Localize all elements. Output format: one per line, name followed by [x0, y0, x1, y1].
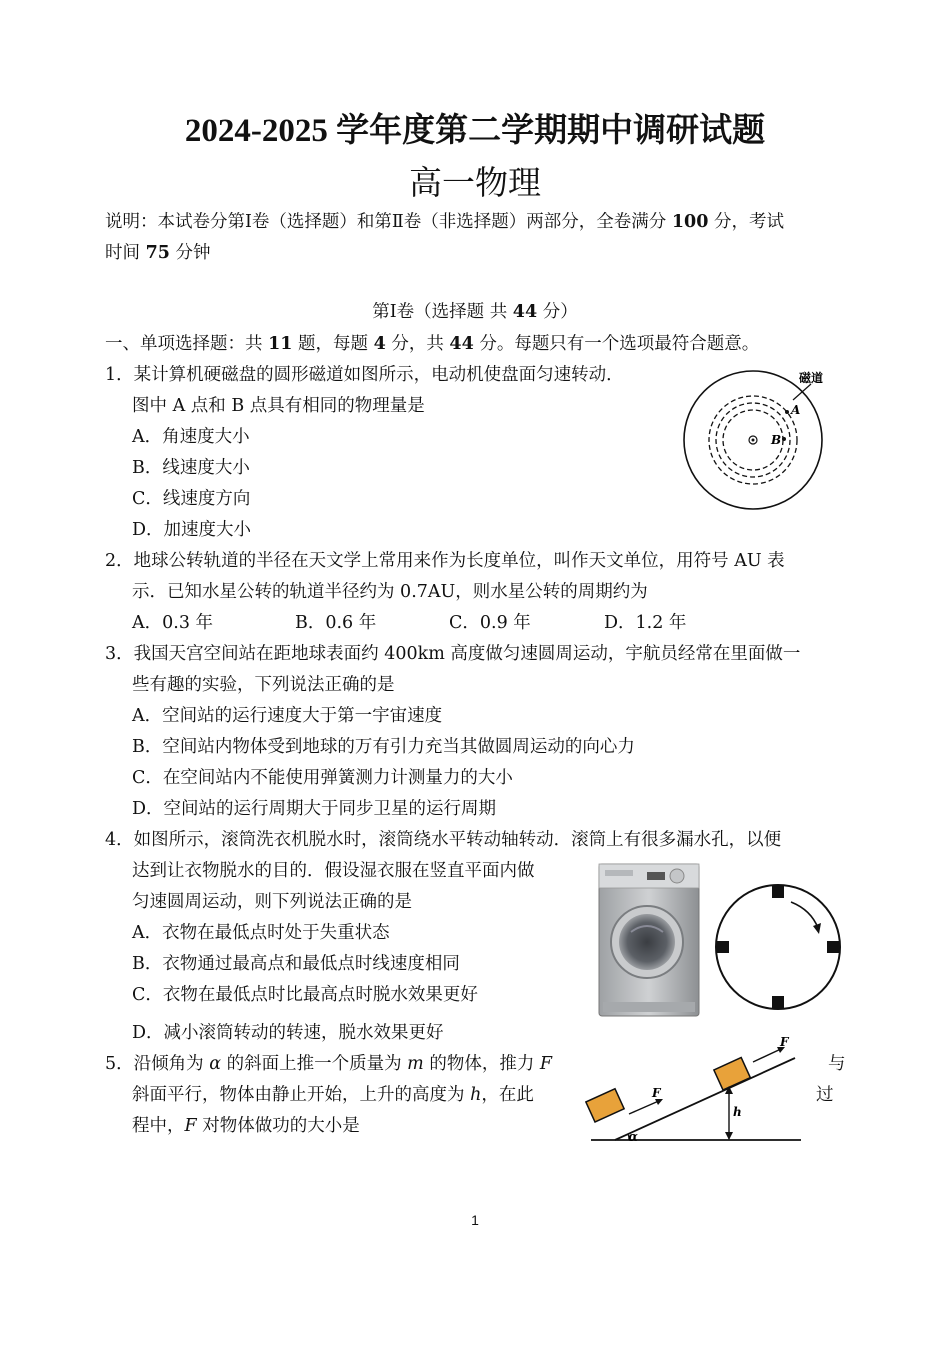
force-label-lower: F [652, 1086, 661, 1100]
drum-paddle-left [717, 941, 729, 953]
point-b-label: B [771, 433, 782, 447]
q4-stem-line-3: 匀速圆周运动，则下列说法正确的是 [132, 892, 412, 912]
q2-option-a: A．0.3 年 [132, 613, 214, 633]
q5-stem-line-2: 斜面平行，物体由静止开始，上升的高度为 h，在此 [132, 1085, 534, 1105]
q4-stem-line-2: 达到让衣物脱水的目的．假设湿衣服在竖直平面内做 [132, 861, 535, 881]
point-b-marker [782, 437, 786, 441]
q1-stem-line-1: 1．某计算机硬磁盘的圆形磁道如图所示，电动机使盘面匀速转动． [105, 365, 624, 385]
point-a-label: A [791, 403, 801, 417]
q3-option-c: C．在空间站内不能使用弹簧测力计测量力的大小 [132, 768, 513, 788]
q2-stem-line-1: 2．地球公转轨道的半径在天文学上常用来作为长度单位，叫作天文单位，用符号 AU 表 [105, 551, 785, 571]
part1-heading: 第Ⅰ卷（选择题 共 44 分） [372, 302, 578, 322]
q5-stem-line-3: 程中，F 对物体做功的大小是 [132, 1116, 360, 1136]
exam-title: 2024-2025 学年度第二学期期中调研试题 [184, 113, 766, 149]
drum-paddle-right [827, 941, 839, 953]
q5-stem-line-1: 5．沿倾角为 α 的斜面上推一个质量为 m 的物体，推力 F [105, 1054, 553, 1074]
q5-line-1-end: 与 [828, 1054, 846, 1074]
incline-line [615, 1058, 795, 1140]
q3-stem-line-1: 3．我国天宫空间站在距地球表面约 400km 高度做匀速圆周运动，宇航员经常在里面做一 [105, 644, 801, 664]
force-arrow-lower [629, 1100, 661, 1114]
q1-stem-line-2: 图中 A 点和 B 点具有相同的物理量是 [132, 396, 425, 416]
q3-option-b: B．空间站内物体受到地球的万有引力充当其做圆周运动的向心力 [132, 737, 635, 757]
exam-subtitle: 高一物理 [409, 163, 541, 202]
q3-stem-line-2: 些有趣的实验，下列说法正确的是 [132, 675, 395, 695]
dial-knob-icon [670, 869, 684, 883]
q1-option-c: C．线速度方向 [132, 489, 251, 509]
notice-line-1: 说明：本试卷分第Ⅰ卷（选择题）和第Ⅱ卷（非选择题）两部分，全卷满分 100 分，考试 [105, 212, 784, 232]
drum-paddle-top [772, 886, 784, 898]
washing-machine-image [595, 862, 703, 1020]
drum-circle [716, 885, 840, 1009]
q2-option-c: C．0.9 年 [449, 613, 531, 633]
q4-option-c: C．衣物在最低点时比最高点时脱水效果更好 [132, 985, 478, 1005]
q4-drum-figure [713, 872, 845, 1022]
q5-incline-figure [585, 1034, 807, 1146]
q2-option-d: D．1.2 年 [604, 613, 687, 633]
machine-base [603, 1002, 695, 1012]
q4-option-a: A．衣物在最低点时处于失重状态 [132, 923, 390, 943]
display-panel [647, 872, 665, 880]
point-a-marker [785, 410, 789, 414]
notice-line-2: 时间 75 分钟 [105, 243, 211, 263]
force-label-upper: F [780, 1035, 789, 1049]
section-heading: 一、单项选择题：共 11 题，每题 4 分，共 44 分。每题只有一个选项最符合题意。 [105, 334, 760, 354]
force-arrow-upper [753, 1048, 783, 1062]
door-glass [619, 914, 675, 970]
q5-line-2-end: 过 [816, 1085, 834, 1105]
page-number: 1 [471, 1212, 479, 1228]
angle-label: α [628, 1130, 639, 1145]
q4-stem-line-1: 4．如图所示，滚筒洗衣机脱水时，滚筒绕水平转动轴转动．滚筒上有很多漏水孔，以便 [105, 830, 782, 850]
drum-paddle-bottom [772, 996, 784, 1008]
q4-option-d: D．减小滚筒转动的转速，脱水效果更好 [132, 1023, 444, 1043]
q2-option-b: B．0.6 年 [295, 613, 377, 633]
q2-stem-line-2: 示．已知水星公转的轨道半径约为 0.7AU，则水星公转的周期约为 [132, 582, 648, 602]
q1-option-d: D．加速度大小 [132, 520, 252, 540]
height-label: h [733, 1105, 742, 1119]
q1-option-b: B．线速度大小 [132, 458, 250, 478]
q1-disk-figure [675, 362, 835, 510]
block-lower [586, 1089, 624, 1122]
q3-option-a: A．空间站的运行速度大于第一宇宙速度 [132, 706, 443, 726]
detergent-drawer [605, 870, 633, 876]
q1-option-a: A．角速度大小 [132, 427, 250, 447]
q3-option-d: D．空间站的运行周期大于同步卫星的运行周期 [132, 799, 497, 819]
track-label: 磁道 [799, 371, 824, 385]
block-upper [714, 1058, 750, 1090]
q4-option-b: B．衣物通过最高点和最低点时线速度相同 [132, 954, 460, 974]
